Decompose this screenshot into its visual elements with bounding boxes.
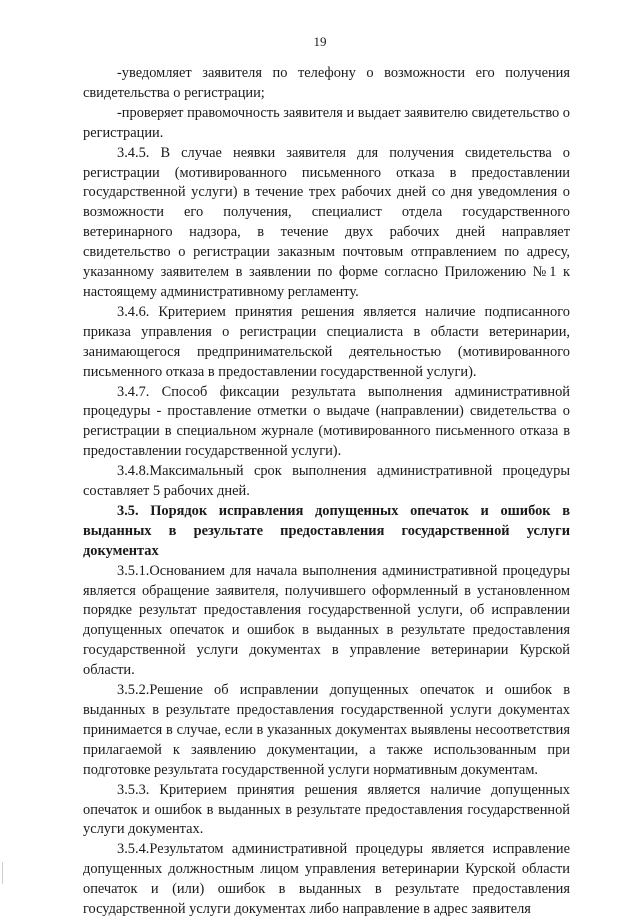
document-body: [83, 64, 570, 920]
section-heading-3-5: 3.5. Порядок исправления допущенных опечаток и ошибок в выданных в результате предоставления государственной услуги документах: [83, 502, 570, 559]
page-number: 19: [313, 34, 327, 49]
paragraph-notify-by-phone: -уведомляет заявителя по телефону о возможности его получения свидетельства о регистрации;: [83, 65, 570, 101]
paragraph-3-5-3: 3.5.3. Критерием принятия решения является наличие допущенных опечаток и ошибок в выданных в результате предоставления государственной услуги документах.: [83, 781, 570, 838]
paragraph-3-4-5: 3.4.5. В случае неявки заявителя для получения свидетельства о регистрации (мотивированного письменного отказа в предоставлении государственной услуги) в течение трех рабочих дней со дня уведомления о возможности его получения, специалист отдела государственного ветеринарного надзора, в течение двух рабочих дней направляет свидетельство о регистрации заказным почтовым отправлением по адресу, указанному заявителем в заявлении по форме согласно Приложению №1 к настоящему административному регламенту.: [83, 144, 570, 300]
paragraph-3-5-4: 3.5.4.Результатом административной процедуры является исправление допущенных должностным лицом управления ветеринарии Курской области опечаток и (или) ошибок в выданных в результате предоставления государственной услуги документах либо направление в адрес заявителя: [83, 841, 570, 918]
paragraph-3-4-7: 3.4.7. Способ фиксации результата выполнения административной процедуры - проставление отметки о выдаче (направлении) свидетельства о регистрации в специальном журнале (мотивированного письменного отказа в предоставлении государственной услуги).: [83, 383, 570, 460]
paragraph-3-5-1: 3.5.1.Основанием для начала выполнения административной процедуры является обращение заявителя, получившего оформленный в установленном порядке результат предоставления государственной услуги, об исправлении допущенных опечаток и ошибок в выданных в результате предоставления государственной услуги документах в управление ветеринарии Курской области.: [83, 562, 570, 679]
paragraph-3-4-8: 3.4.8.Максимальный срок выполнения административной процедуры составляет 5 рабочих дней.: [83, 463, 570, 500]
paragraph-3-4-6: 3.4.6. Критерием принятия решения является наличие подписанного приказа управления о регистрации специалиста в области ветеринарии, занимающегося предпринимательской деятельностью (мотивированного письменного отказа в предоставлении государственной услуги).: [83, 303, 570, 380]
paragraph-check-authority: -проверяет правомочность заявителя и выдает заявителю свидетельство о регистрации.: [83, 104, 571, 141]
scan-edge-mark: [2, 862, 3, 884]
paragraph-3-5-2: 3.5.2.Решение об исправлении допущенных опечаток и ошибок в выданных в результате предоставления государственной услуги документах принимается в случае, если в указанных документах выявлены несоответствия прилагаемой к заявлению документации, а также использованным при подготовке результата государственной услуги нормативным документам.: [83, 682, 570, 778]
